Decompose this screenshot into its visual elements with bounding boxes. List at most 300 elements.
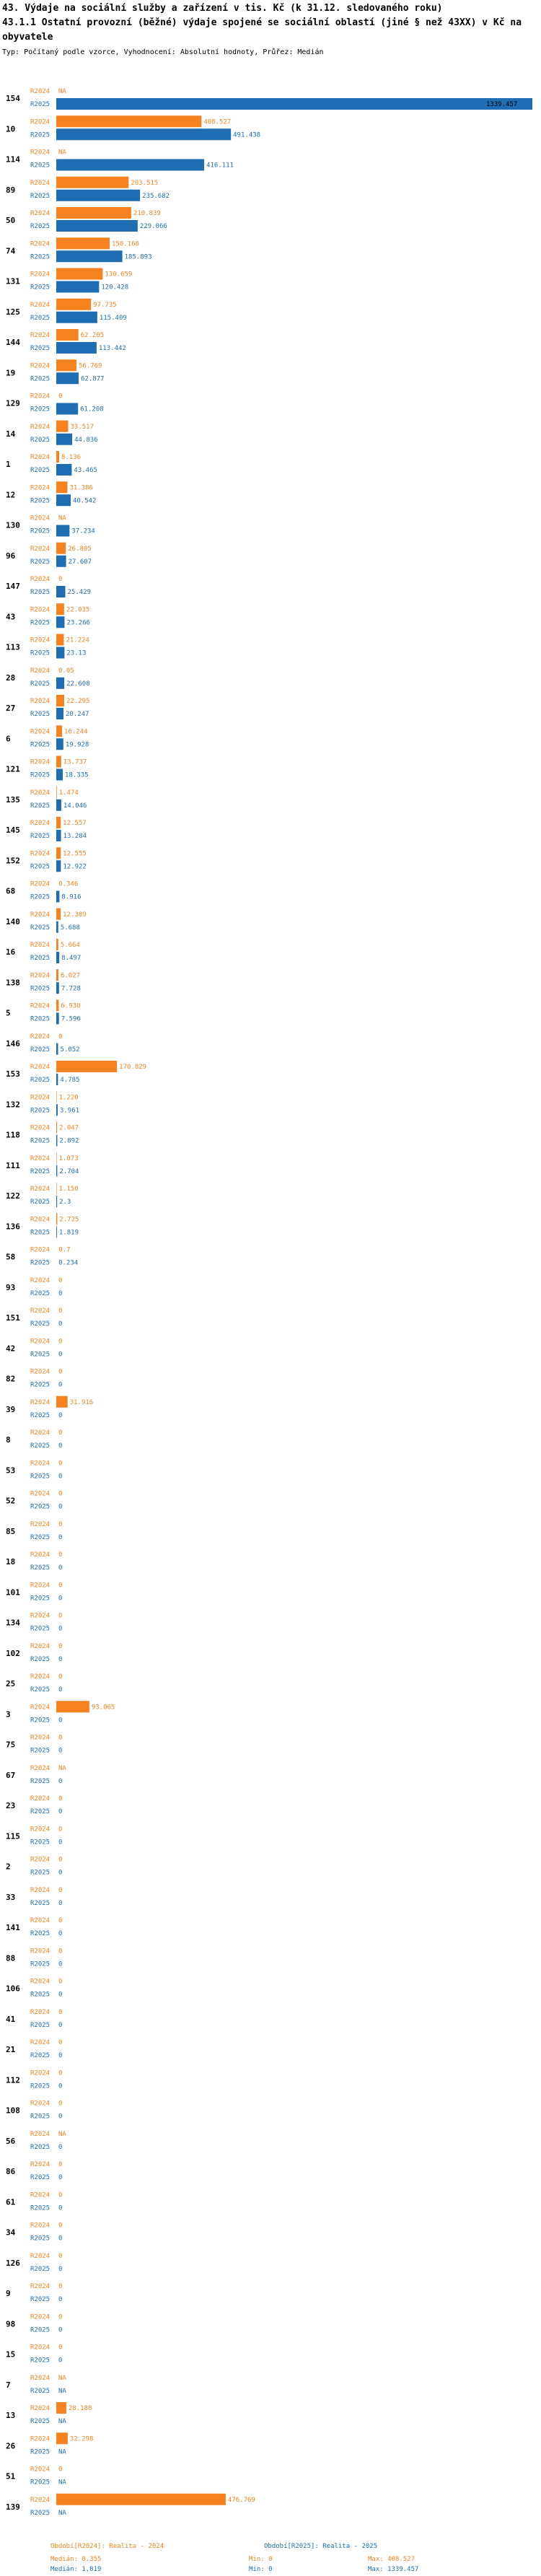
row-id-label: 138 bbox=[6, 978, 20, 988]
row-id-label: 51 bbox=[6, 2471, 16, 2481]
row-id-label: 19 bbox=[6, 368, 16, 378]
series-label-r2024: R2024 bbox=[30, 2069, 50, 2077]
value-label-r2024: 0 bbox=[58, 2222, 63, 2230]
series-label-r2024: R2024 bbox=[30, 514, 50, 522]
series-label-r2024: R2024 bbox=[30, 728, 50, 736]
min-r2025: Min: 0 bbox=[249, 2566, 273, 2573]
series-label-r2024: R2024 bbox=[30, 88, 50, 95]
series-label-r2025: R2025 bbox=[30, 2418, 50, 2425]
row-id-label: 8 bbox=[6, 1435, 11, 1445]
value-label-r2024: 0 bbox=[58, 1582, 63, 1590]
value-label-r2025: 5.688 bbox=[60, 924, 80, 932]
series-label-r2024: R2024 bbox=[30, 484, 50, 492]
max-r2025: Max: 1339.457 bbox=[368, 2566, 419, 2573]
value-label-r2024: 0.346 bbox=[58, 880, 79, 888]
chart-type-line: Typ: Počítaný podle vzorce, Vyhodnocení: Absolutní hodnoty, Průřez: Medián bbox=[2, 48, 324, 56]
value-label-r2024: NA bbox=[58, 1764, 66, 1772]
value-label-r2025: 0 bbox=[58, 1839, 63, 1846]
row-id-label: 1 bbox=[6, 460, 11, 469]
row-id-label: 96 bbox=[6, 551, 16, 561]
bar-r2025 bbox=[56, 1226, 57, 1237]
value-label-r2025: 0 bbox=[58, 2265, 63, 2273]
series-label-r2025: R2025 bbox=[30, 436, 50, 444]
footer-legend-row bbox=[0, 2543, 541, 2553]
series-label-r2025: R2025 bbox=[30, 131, 50, 139]
series-label-r2024: R2024 bbox=[30, 2496, 50, 2504]
value-label-r2025: 7.728 bbox=[61, 985, 81, 993]
bar-r2025 bbox=[56, 159, 204, 171]
series-label-r2025: R2025 bbox=[30, 863, 50, 871]
series-label-r2024: R2024 bbox=[30, 1520, 50, 1528]
row-id-label: 102 bbox=[6, 1648, 20, 1658]
value-label-r2024: NA bbox=[58, 149, 66, 157]
series-label-r2024: R2024 bbox=[30, 1002, 50, 1010]
value-label-r2024: 0 bbox=[58, 393, 63, 400]
row-id-label: 108 bbox=[6, 2106, 20, 2116]
value-label-r2025: 27.607 bbox=[68, 558, 92, 566]
bar-r2025 bbox=[56, 647, 64, 659]
bar-r2024 bbox=[56, 2402, 66, 2414]
series-label-r2024: R2024 bbox=[30, 911, 50, 919]
bar-r2024 bbox=[56, 1701, 89, 1712]
series-label-r2025: R2025 bbox=[30, 1595, 50, 1603]
series-label-r2025: R2025 bbox=[30, 741, 50, 749]
bar-r2024 bbox=[56, 1122, 57, 1134]
bar-r2025 bbox=[56, 1165, 57, 1177]
bar-r2024 bbox=[56, 359, 76, 371]
value-label-r2024: 2.725 bbox=[59, 1216, 79, 1224]
value-label-r2024: 170.829 bbox=[119, 1064, 147, 1071]
row-id-label: 41 bbox=[6, 2014, 16, 2024]
series-label-r2025: R2025 bbox=[30, 1015, 50, 1023]
row-id-label: 135 bbox=[6, 794, 20, 805]
value-label-r2025: 0 bbox=[58, 1595, 63, 1603]
series-label-r2025: R2025 bbox=[30, 2479, 50, 2487]
bar-r2024 bbox=[56, 756, 61, 768]
row-id-label: 88 bbox=[6, 1953, 16, 1963]
value-label-r2025: 185.893 bbox=[124, 253, 152, 261]
series-label-r2025: R2025 bbox=[30, 314, 50, 322]
row-id-label: 122 bbox=[6, 1191, 20, 1201]
series-label-r2024: R2024 bbox=[30, 1917, 50, 1924]
chart-subtitle: 43.1.1 Ostatní provozní (běžné) výdaje spojené se sociální oblastí (jiné § než 43XX) v Kč na obyvatele bbox=[2, 17, 522, 43]
row-id-label: 132 bbox=[6, 1100, 20, 1110]
bar-r2025 bbox=[56, 464, 71, 476]
value-label-r2025: 0 bbox=[58, 2296, 63, 2303]
series-label-r2024: R2024 bbox=[30, 698, 50, 705]
value-label-r2025: 22.608 bbox=[66, 680, 90, 688]
series-label-r2025: R2025 bbox=[30, 2052, 50, 2059]
bar-r2024 bbox=[56, 1396, 68, 1408]
bar-r2024 bbox=[56, 207, 131, 219]
value-label-r2025: 0 bbox=[58, 1869, 63, 1877]
series-label-r2024: R2024 bbox=[30, 2344, 50, 2352]
value-label-r2024: 13.737 bbox=[63, 758, 87, 766]
row-id-label: 21 bbox=[6, 2045, 16, 2054]
value-label-r2024: 33.517 bbox=[70, 423, 94, 431]
row-id-label: 50 bbox=[6, 216, 16, 225]
value-label-r2025: 0 bbox=[58, 1747, 63, 1755]
row-id-label: 140 bbox=[6, 916, 20, 926]
series-label-r2025: R2025 bbox=[30, 589, 50, 596]
value-label-r2024: 0 bbox=[58, 2008, 63, 2016]
series-label-r2024: R2024 bbox=[30, 636, 50, 644]
series-label-r2025: R2025 bbox=[30, 192, 50, 200]
value-label-r2025: 0 bbox=[58, 1686, 63, 1694]
series-label-r2024: R2024 bbox=[30, 2466, 50, 2474]
series-label-r2025: R2025 bbox=[30, 680, 50, 688]
bar-r2024 bbox=[56, 268, 102, 280]
value-label-r2024: 0 bbox=[58, 1795, 63, 1802]
bar-r2025 bbox=[56, 860, 61, 872]
value-label-r2024: 0 bbox=[58, 1826, 63, 1834]
bar-r2025 bbox=[56, 616, 64, 628]
row-id-label: 5 bbox=[6, 1008, 11, 1018]
bar-r2024 bbox=[56, 1061, 117, 1072]
series-label-r2025: R2025 bbox=[30, 497, 50, 505]
value-label-r2025: 43.465 bbox=[74, 467, 97, 474]
value-label-r2024: 0 bbox=[58, 1917, 63, 1924]
row-id-label: 152 bbox=[6, 856, 20, 866]
value-label-r2025: 2.892 bbox=[59, 1137, 79, 1145]
series-label-r2024: R2024 bbox=[30, 1246, 50, 1254]
bar-r2025 bbox=[56, 799, 61, 811]
value-label-r2024: 0 bbox=[58, 2191, 63, 2199]
value-label-r2025: 0 bbox=[58, 2235, 63, 2243]
value-label-r2025: 5.052 bbox=[60, 1046, 80, 1053]
series-label-r2024: R2024 bbox=[30, 179, 50, 187]
value-label-r2024: 408.527 bbox=[203, 118, 232, 126]
row-id-label: 67 bbox=[6, 1770, 16, 1780]
value-label-r2025: 0 bbox=[58, 1808, 63, 1815]
value-label-r2025: 491.438 bbox=[233, 131, 261, 139]
series-label-r2025: R2025 bbox=[30, 2082, 50, 2090]
series-label-r2024: R2024 bbox=[30, 789, 50, 797]
bar-r2025 bbox=[56, 250, 123, 262]
bar-r2025 bbox=[56, 738, 63, 750]
series-label-r2024: R2024 bbox=[30, 1155, 50, 1162]
series-label-r2025: R2025 bbox=[30, 1259, 50, 1267]
row-id-label: 125 bbox=[6, 307, 20, 317]
value-label-r2025: 0 bbox=[58, 2204, 63, 2212]
value-label-r2025: 0 bbox=[58, 2174, 63, 2181]
series-label-r2025: R2025 bbox=[30, 2326, 50, 2334]
value-label-r2024: 0 bbox=[58, 1734, 63, 1742]
series-label-r2025: R2025 bbox=[30, 2448, 50, 2456]
row-id-label: 9 bbox=[6, 2289, 11, 2298]
bar-r2025 bbox=[56, 1074, 58, 1085]
bar-chart-svg bbox=[0, 79, 541, 2547]
row-id-label: 144 bbox=[6, 338, 20, 347]
row-id-label: 12 bbox=[6, 490, 16, 500]
row-id-label: 111 bbox=[6, 1160, 20, 1170]
row-id-label: 131 bbox=[6, 276, 20, 286]
row-id-label: 93 bbox=[6, 1282, 16, 1292]
value-label-r2024: 0 bbox=[58, 2466, 63, 2474]
series-label-r2025: R2025 bbox=[30, 802, 50, 810]
bar-r2025 bbox=[56, 128, 231, 140]
value-label-r2025: NA bbox=[58, 2479, 66, 2487]
value-label-r2024: 0 bbox=[58, 2252, 63, 2260]
series-label-r2024: R2024 bbox=[30, 1490, 50, 1498]
bar-r2025 bbox=[56, 220, 138, 232]
bar-r2024 bbox=[56, 603, 64, 615]
value-label-r2025: 0 bbox=[58, 1961, 63, 1968]
series-label-r2025: R2025 bbox=[30, 2387, 50, 2395]
series-label-r2024: R2024 bbox=[30, 942, 50, 949]
chart-footer bbox=[0, 2541, 541, 2572]
bar-r2025 bbox=[56, 525, 69, 537]
value-label-r2024: 0 bbox=[58, 1307, 63, 1315]
row-id-label: 18 bbox=[6, 1557, 16, 1567]
row-id-label: 82 bbox=[6, 1374, 16, 1384]
row-id-label: 115 bbox=[6, 1831, 20, 1841]
value-label-r2025: 19.928 bbox=[65, 741, 89, 749]
series-label-r2025: R2025 bbox=[30, 253, 50, 261]
series-label-r2025: R2025 bbox=[30, 1899, 50, 1907]
series-label-r2024: R2024 bbox=[30, 1704, 50, 1712]
series-label-r2024: R2024 bbox=[30, 210, 50, 217]
value-label-r2024: 97.735 bbox=[93, 301, 117, 309]
value-label-r2025: 0 bbox=[58, 2113, 63, 2121]
value-label-r2024: 56.769 bbox=[78, 362, 102, 370]
value-label-r2025: 18.335 bbox=[65, 771, 89, 779]
row-id-label: 145 bbox=[6, 825, 20, 835]
series-label-r2024: R2024 bbox=[30, 332, 50, 339]
row-id-label: 10 bbox=[6, 124, 16, 134]
bar-r2024 bbox=[56, 969, 58, 981]
value-label-r2024: 0 bbox=[58, 2344, 63, 2352]
value-label-r2025: 0 bbox=[58, 1320, 63, 1328]
series-label-r2024: R2024 bbox=[30, 1398, 50, 1406]
series-label-r2025: R2025 bbox=[30, 467, 50, 474]
series-label-r2025: R2025 bbox=[30, 2021, 50, 2029]
row-id-label: 53 bbox=[6, 1466, 16, 1476]
value-label-r2024: 210.839 bbox=[133, 210, 161, 217]
value-label-r2024: 0 bbox=[58, 2161, 63, 2168]
series-label-r2025: R2025 bbox=[30, 1655, 50, 1663]
series-label-r2025: R2025 bbox=[30, 406, 50, 413]
series-label-r2025: R2025 bbox=[30, 1839, 50, 1846]
row-id-label: 42 bbox=[6, 1344, 16, 1354]
row-id-label: 85 bbox=[6, 1526, 16, 1536]
bar-r2025 bbox=[56, 769, 63, 781]
bar-r2025 bbox=[56, 952, 59, 963]
series-label-r2024: R2024 bbox=[30, 2252, 50, 2260]
row-id-label: 114 bbox=[6, 154, 20, 165]
value-label-r2025: 0 bbox=[58, 2021, 63, 2029]
bar-r2025 bbox=[56, 403, 78, 415]
series-label-r2024: R2024 bbox=[30, 1642, 50, 1650]
row-id-label: 154 bbox=[6, 94, 20, 103]
value-label-r2025: 0 bbox=[58, 1564, 63, 1572]
row-id-label: 147 bbox=[6, 582, 20, 591]
value-label-r2025: 1339.457 bbox=[486, 101, 518, 108]
value-label-r2024: 130.659 bbox=[105, 271, 133, 279]
value-label-r2024: 32.298 bbox=[69, 2435, 94, 2443]
bar-r2025 bbox=[56, 891, 59, 903]
series-label-r2024: R2024 bbox=[30, 758, 50, 766]
series-label-r2024: R2024 bbox=[30, 1764, 50, 1772]
series-label-r2025: R2025 bbox=[30, 1351, 50, 1359]
row-id-label: 25 bbox=[6, 1679, 16, 1688]
value-label-r2024: 62.205 bbox=[80, 332, 105, 339]
bar-r2025 bbox=[56, 190, 140, 201]
series-label-r2024: R2024 bbox=[30, 1033, 50, 1041]
series-label-r2025: R2025 bbox=[30, 1046, 50, 1053]
value-label-r2024: NA bbox=[58, 2130, 66, 2138]
value-label-r2024: 0 bbox=[58, 1856, 63, 1864]
series-label-r2025: R2025 bbox=[30, 101, 50, 108]
series-label-r2025: R2025 bbox=[30, 924, 50, 932]
value-label-r2024: 1.220 bbox=[58, 1094, 79, 1102]
bar-r2025 bbox=[56, 342, 97, 354]
series-label-r2024: R2024 bbox=[30, 1307, 50, 1315]
value-label-r2024: 0 bbox=[58, 1520, 63, 1528]
bar-r2025 bbox=[56, 556, 66, 567]
series-label-r2025: R2025 bbox=[30, 1991, 50, 1999]
series-label-r2025: R2025 bbox=[30, 2265, 50, 2273]
value-label-r2025: 44.836 bbox=[74, 436, 98, 444]
series-label-r2025: R2025 bbox=[30, 1686, 50, 1694]
value-label-r2025: 0 bbox=[58, 1930, 63, 1937]
median-r2025: Medián: 1.819 bbox=[50, 2566, 102, 2573]
value-label-r2024: 26.805 bbox=[68, 545, 92, 553]
series-label-r2025: R2025 bbox=[30, 1381, 50, 1389]
series-label-r2025: R2025 bbox=[30, 1289, 50, 1297]
series-label-r2025: R2025 bbox=[30, 1442, 50, 1450]
series-label-r2024: R2024 bbox=[30, 240, 50, 248]
series-label-r2024: R2024 bbox=[30, 423, 50, 431]
value-label-r2025: 2.704 bbox=[59, 1167, 79, 1175]
value-label-r2025: 0 bbox=[58, 1442, 63, 1450]
value-label-r2024: 0 bbox=[58, 1551, 63, 1559]
value-label-r2025: 23.266 bbox=[66, 619, 90, 627]
value-label-r2024: 0 bbox=[58, 1368, 63, 1376]
legend-r2025: Období[R2025]: Realita - 2025 bbox=[264, 2543, 378, 2550]
series-label-r2024: R2024 bbox=[30, 454, 50, 461]
value-label-r2024: 1.474 bbox=[58, 789, 79, 797]
series-label-r2024: R2024 bbox=[30, 2313, 50, 2321]
row-id-label: 15 bbox=[6, 2349, 16, 2360]
value-label-r2024: 6.027 bbox=[60, 972, 81, 980]
bar-r2025 bbox=[56, 281, 99, 293]
value-label-r2025: 0 bbox=[58, 1899, 63, 1907]
value-label-r2025: 0 bbox=[58, 1625, 63, 1633]
row-id-label: 28 bbox=[6, 673, 16, 683]
series-label-r2024: R2024 bbox=[30, 1886, 50, 1894]
bar-r2024 bbox=[56, 725, 62, 737]
bar-r2024 bbox=[56, 421, 69, 432]
value-label-r2025: 25.429 bbox=[67, 589, 92, 596]
series-label-r2024: R2024 bbox=[30, 271, 50, 279]
value-label-r2025: 0 bbox=[58, 1289, 63, 1297]
bar-r2024 bbox=[56, 2432, 68, 2444]
series-label-r2025: R2025 bbox=[30, 1167, 50, 1175]
value-label-r2025: 0 bbox=[58, 1717, 63, 1725]
value-label-r2025: 0 bbox=[58, 2052, 63, 2059]
value-label-r2024: 476.769 bbox=[227, 2496, 255, 2504]
value-label-r2025: NA bbox=[58, 2418, 66, 2425]
row-id-label: 101 bbox=[6, 1587, 20, 1598]
series-label-r2025: R2025 bbox=[30, 619, 50, 627]
row-id-label: 39 bbox=[6, 1404, 16, 1414]
value-label-r2025: 0 bbox=[58, 1655, 63, 1663]
value-label-r2024: NA bbox=[58, 514, 66, 522]
row-id-label: 112 bbox=[6, 2075, 20, 2085]
series-label-r2025: R2025 bbox=[30, 1777, 50, 1785]
bar-r2025 bbox=[56, 494, 71, 506]
series-label-r2024: R2024 bbox=[30, 118, 50, 126]
value-label-r2024: 0 bbox=[58, 1642, 63, 1650]
bar-r2024 bbox=[56, 237, 110, 249]
bar-r2025 bbox=[56, 1013, 59, 1025]
min-r2024: Min: 0 bbox=[249, 2556, 273, 2563]
series-label-r2024: R2024 bbox=[30, 545, 50, 553]
value-label-r2024: NA bbox=[58, 2374, 66, 2382]
series-label-r2025: R2025 bbox=[30, 771, 50, 779]
value-label-r2025: 0 bbox=[58, 1991, 63, 1999]
bar-r2024 bbox=[56, 451, 59, 463]
row-id-label: 134 bbox=[6, 1618, 20, 1628]
series-label-r2024: R2024 bbox=[30, 1276, 50, 1284]
value-label-r2024: 8.136 bbox=[61, 454, 82, 461]
series-label-r2024: R2024 bbox=[30, 2130, 50, 2138]
row-id-label: 34 bbox=[6, 2227, 16, 2238]
row-id-label: 98 bbox=[6, 2319, 16, 2329]
value-label-r2025: 20.247 bbox=[65, 711, 89, 718]
series-label-r2025: R2025 bbox=[30, 375, 50, 383]
series-label-r2025: R2025 bbox=[30, 1808, 50, 1815]
value-label-r2024: 0 bbox=[58, 2313, 63, 2321]
row-id-label: 27 bbox=[6, 704, 16, 713]
series-label-r2024: R2024 bbox=[30, 2161, 50, 2168]
bar-r2024 bbox=[56, 1091, 57, 1103]
row-id-label: 153 bbox=[6, 1069, 20, 1079]
series-label-r2025: R2025 bbox=[30, 1320, 50, 1328]
value-label-r2024: 21.224 bbox=[66, 636, 89, 644]
series-label-r2024: R2024 bbox=[30, 149, 50, 157]
bar-r2025 bbox=[56, 708, 63, 719]
legend-r2024: Období[R2024]: Realita - 2024 bbox=[50, 2543, 164, 2550]
value-label-r2024: 0 bbox=[58, 1276, 63, 1284]
bar-r2025 bbox=[56, 434, 72, 445]
value-label-r2025: 13.284 bbox=[63, 833, 87, 840]
series-label-r2025: R2025 bbox=[30, 1869, 50, 1877]
series-label-r2024: R2024 bbox=[30, 1429, 50, 1437]
series-label-r2025: R2025 bbox=[30, 1411, 50, 1419]
value-label-r2024: 0.7 bbox=[58, 1246, 71, 1254]
bar-r2024 bbox=[56, 481, 67, 493]
row-id-label: 126 bbox=[6, 2258, 20, 2268]
series-label-r2025: R2025 bbox=[30, 345, 50, 352]
series-label-r2024: R2024 bbox=[30, 1368, 50, 1376]
row-id-label: 26 bbox=[6, 2441, 16, 2451]
value-label-r2025: 0 bbox=[58, 1777, 63, 1785]
bar-r2024 bbox=[56, 1213, 57, 1225]
value-label-r2024: 0 bbox=[58, 1948, 63, 1955]
series-label-r2025: R2025 bbox=[30, 1564, 50, 1572]
value-label-r2025: 0 bbox=[58, 1533, 63, 1541]
series-label-r2024: R2024 bbox=[30, 1094, 50, 1102]
value-label-r2024: NA bbox=[58, 88, 66, 95]
value-label-r2024: 1.073 bbox=[58, 1155, 79, 1162]
row-id-label: 58 bbox=[6, 1252, 16, 1262]
bar-r2024 bbox=[56, 2494, 226, 2505]
series-label-r2024: R2024 bbox=[30, 1460, 50, 1468]
bar-r2025 bbox=[56, 372, 79, 384]
bar-r2024 bbox=[56, 177, 128, 188]
